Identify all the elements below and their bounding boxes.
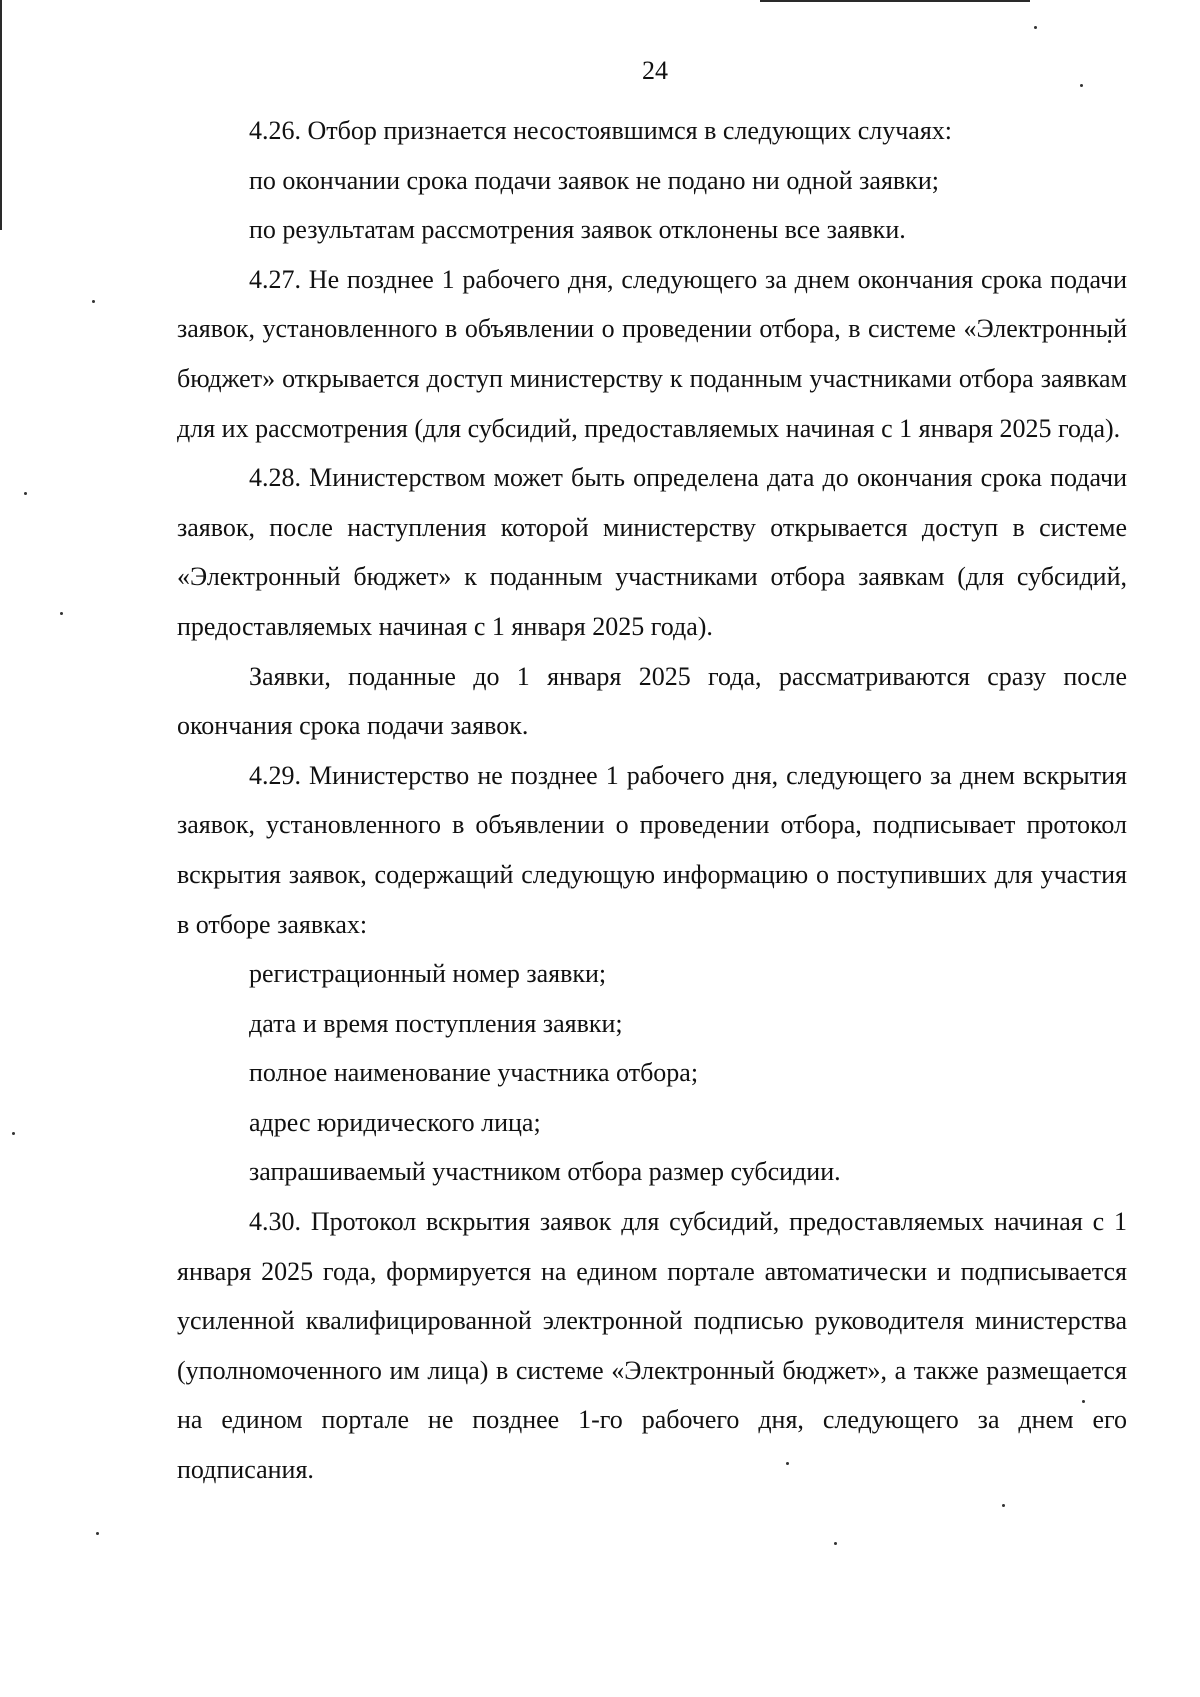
- paragraph: 4.27. Не позднее 1 рабочего дня, следующего за днем окончания срока подачи заявок, установленного в объявлении о проведении отбора, в системе «Электронный бюджет» открывается доступ министерству к поданным участниками отбора заявкам для их рассмотрения (для субсидий, предоставляемых начиная с 1 января 2025 года).: [177, 264, 1127, 443]
- list-item-paragraph: дата и время поступления заявки;: [249, 1008, 623, 1038]
- document-body: [177, 106, 1127, 1495]
- list-item-paragraph: полное наименование участника отбора;: [249, 1058, 699, 1088]
- page-number: 24: [642, 56, 668, 85]
- paragraph: 4.30. Протокол вскрытия заявок для субсидий, предоставляемых начиная с 1 января 2025 года, формируется на едином портале автоматически и подписывается усиленной квалифицированной электронной подписью руководителя министерства (уполномоченного им лица) в системе «Электронный бюджет», а также размещается на едином портале не позднее 1-го рабочего дня, следующего за днем его подписания.: [177, 1207, 1127, 1485]
- list-item-paragraph: адрес юридического лица;: [249, 1107, 541, 1137]
- scan-speck: [1002, 1504, 1005, 1507]
- scan-speck: [24, 492, 27, 495]
- list-item-paragraph: по окончании срока подачи заявок не подано ни одной заявки;: [249, 165, 939, 195]
- list-item-paragraph: по результатам рассмотрения заявок отклонены все заявки.: [249, 215, 906, 245]
- scan-speck: [92, 300, 95, 303]
- scan-speck: [12, 1132, 15, 1135]
- scan-speck: [96, 1532, 99, 1535]
- list-item-paragraph: запрашиваемый участником отбора размер субсидии.: [249, 1157, 841, 1187]
- scan-speck: [834, 1542, 837, 1545]
- paragraph: 4.29. Министерство не позднее 1 рабочего дня, следующего за днем вскрытия заявок, установленного в объявлении о проведении отбора, подписывает протокол вскрытия заявок, содержащий следующую информацию о поступивших для участия в отборе заявках:: [177, 760, 1127, 939]
- scan-speck: [1034, 26, 1037, 29]
- scan-speck: [60, 612, 63, 615]
- paragraph: Заявки, поданные до 1 января 2025 года, рассматриваются сразу после окончания срока подачи заявок.: [177, 661, 1127, 741]
- scan-edge-left: [0, 0, 2, 230]
- list-item-paragraph: регистрационный номер заявки;: [249, 959, 607, 989]
- paragraph: 4.26. Отбор признается несостоявшимся в следующих случаях:: [249, 116, 953, 145]
- paragraph: 4.28. Министерством может быть определена дата до окончания срока подачи заявок, после наступления которой министерству открывается доступ в системе «Электронный бюджет» к поданным участниками отбора заявкам (для субсидий, предоставляемых начиная с 1 января 2025 года).: [177, 463, 1127, 641]
- scan-edge-top: [760, 0, 1030, 2]
